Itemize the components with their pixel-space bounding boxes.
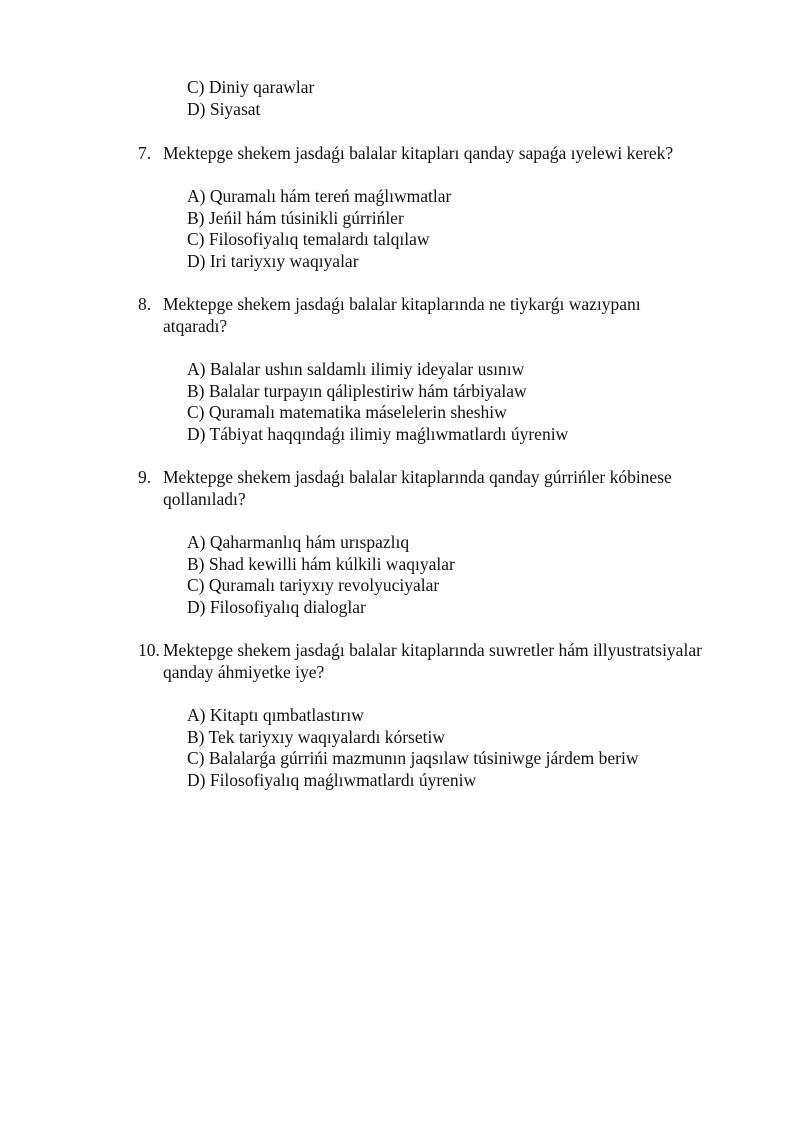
question-text: Mektepge shekem jasdaǵı balalar kitaplarında ne tiykarǵı wazıypanı [163, 294, 641, 314]
option-d: D) Iri tariyxıy waqıyalar [187, 251, 359, 271]
question-text-continued: qollanıladı? [163, 489, 246, 509]
option-a: A) Balalar ushın saldamlı ilimiy ideyalar usınıw [187, 359, 525, 379]
question-text-continued: atqaradı? [163, 316, 228, 336]
option-c: C) Filosofiyalıq temalardı talqılaw [187, 229, 430, 249]
option-a: A) Qaharmanlıq hám urıspazlıq [187, 532, 410, 552]
question-number: 7. [138, 143, 152, 163]
option-b: B) Shad kewilli hám kúlkili waqıyalar [187, 554, 455, 574]
option-d: D) Filosofiyalıq maǵlıwmatlardı úyreniw [187, 770, 477, 790]
option-b: B) Jeńil hám túsinikli gúrrińler [187, 208, 404, 228]
option-c: C) Balalarǵa gúrrińi mazmunın jaqsılaw túsiniwge járdem beriw [187, 748, 639, 768]
option-a: A) Quramalı hám tereń maǵlıwmatlar [187, 186, 452, 206]
question-number: 10. [138, 640, 160, 660]
question-text: Mektepge shekem jasdaǵı balalar kitaplarında qanday gúrrińler kóbinese [163, 467, 672, 487]
option-leading-c: C) Diniy qarawlar [187, 77, 315, 97]
option-a: A) Kitaptı qımbatlastırıw [187, 705, 364, 725]
option-c: C) Quramalı tariyxıy revolyuciyalar [187, 575, 440, 595]
option-c: C) Quramalı matematika máselelerin sheshiw [187, 402, 507, 422]
question-number: 9. [138, 467, 152, 487]
option-d: D) Tábiyat haqqındaǵı ilimiy maǵlıwmatlardı úyreniw [187, 424, 569, 444]
option-d: D) Filosofiyalıq dialoglar [187, 597, 366, 617]
question-text-continued: qanday áhmiyetke iye? [163, 662, 325, 682]
option-leading-d: D) Siyasat [187, 99, 261, 119]
question-text: Mektepge shekem jasdaǵı balalar kitapları qanday sapaǵa ıyelewi kerek? [163, 143, 674, 163]
question-number: 8. [138, 294, 152, 314]
option-b: B) Tek tariyxıy waqıyalardı kórsetiw [187, 727, 445, 747]
option-b: B) Balalar turpayın qáliplestiriw hám tárbiyalaw [187, 381, 527, 401]
question-text: Mektepge shekem jasdaǵı balalar kitaplarında suwretler hám illyustratsiyalar [163, 640, 702, 660]
